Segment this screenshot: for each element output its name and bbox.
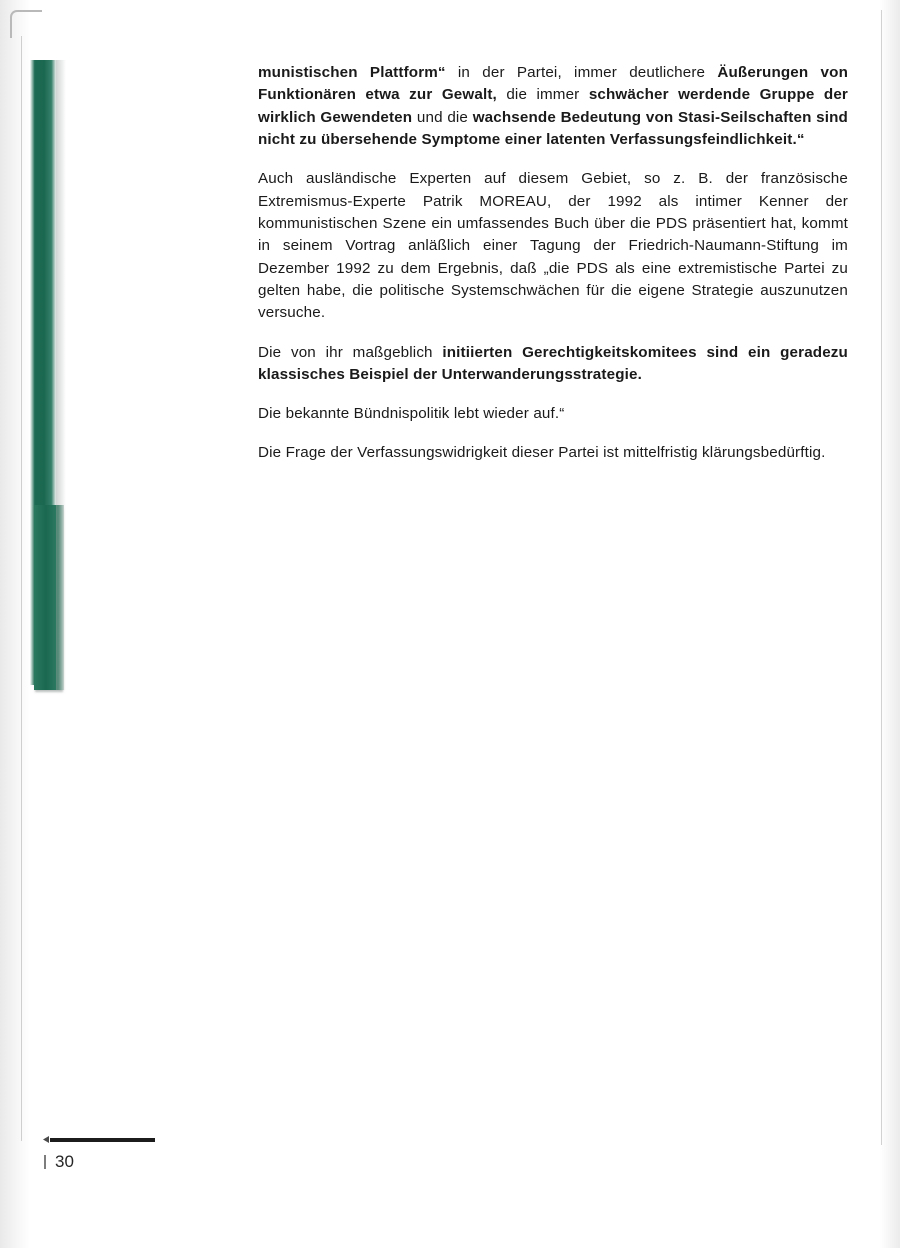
footer-rule (50, 1138, 155, 1142)
text-run: die immer (496, 86, 589, 104)
text-run: Die von ihr maßgeblich (258, 343, 443, 361)
text-run: und die (412, 108, 473, 126)
paragraph-2 (258, 168, 848, 324)
footer-tick-mark (43, 1136, 49, 1143)
scan-frame-line-left (21, 36, 22, 1141)
page-corner-mark (10, 10, 42, 38)
text-run: Auch ausländische Experten auf diesem Gebiet, so z. B. der französische Extremismus-Experte Patrik MOREAU, der 1992 als intimer Kenner der kommunistischen Szene ein umfassendes Buch über die PDS präsentiert hat, kommt in seinem Vortrag anläßlich einer Tagung der Friedrich-Naumann-Stiftung im Dezember 1992 zu dem Ergebnis, daß „die PDS als eine extremistische Partei zu gelten habe, die politische Systemschwächen für die eigene Strategie auszunutzen versuche. (258, 170, 848, 322)
page-number: 30 (55, 1152, 74, 1171)
text-run: wachsende Bedeutung von Stasi-Seilschaften sind nicht zu übersehende Symptome einer latenten Verfassungsfeindlichkeit.“ (258, 108, 848, 149)
page-edge-shadow-left (0, 0, 30, 1248)
book-spine-shadow (56, 60, 66, 690)
text-run: schwächer werdende Gruppe der wirklich Gewendeten (258, 86, 848, 126)
page-number-margin-mark (44, 1155, 46, 1169)
body-text-column (258, 62, 848, 481)
paragraph-1 (258, 62, 848, 151)
paragraph-3 (258, 342, 848, 387)
text-run: Äußerungen von Funktionären etwa zur Gewalt, (258, 64, 849, 104)
text-run: Die Frage der Verfassungswidrigkeit dieser Partei ist mittelfristig klärungsbedürftig. (258, 443, 826, 461)
page-edge-shadow-right (880, 0, 900, 1248)
text-run: in der Partei, immer deutlichere (445, 64, 718, 81)
scan-frame-line-right (881, 10, 882, 1145)
text-run: initiierten Gerechtigkeitskomitees sind ein geradezu klassisches Beispiel der Unterwanderungsstrategie. (258, 343, 848, 384)
text-run: Die bekannte Bündnispolitik lebt wieder auf.“ (258, 405, 565, 423)
text-run: munistischen Plattform“ (258, 64, 446, 81)
paragraph-5 (258, 442, 848, 464)
paragraph-4 (258, 403, 848, 425)
